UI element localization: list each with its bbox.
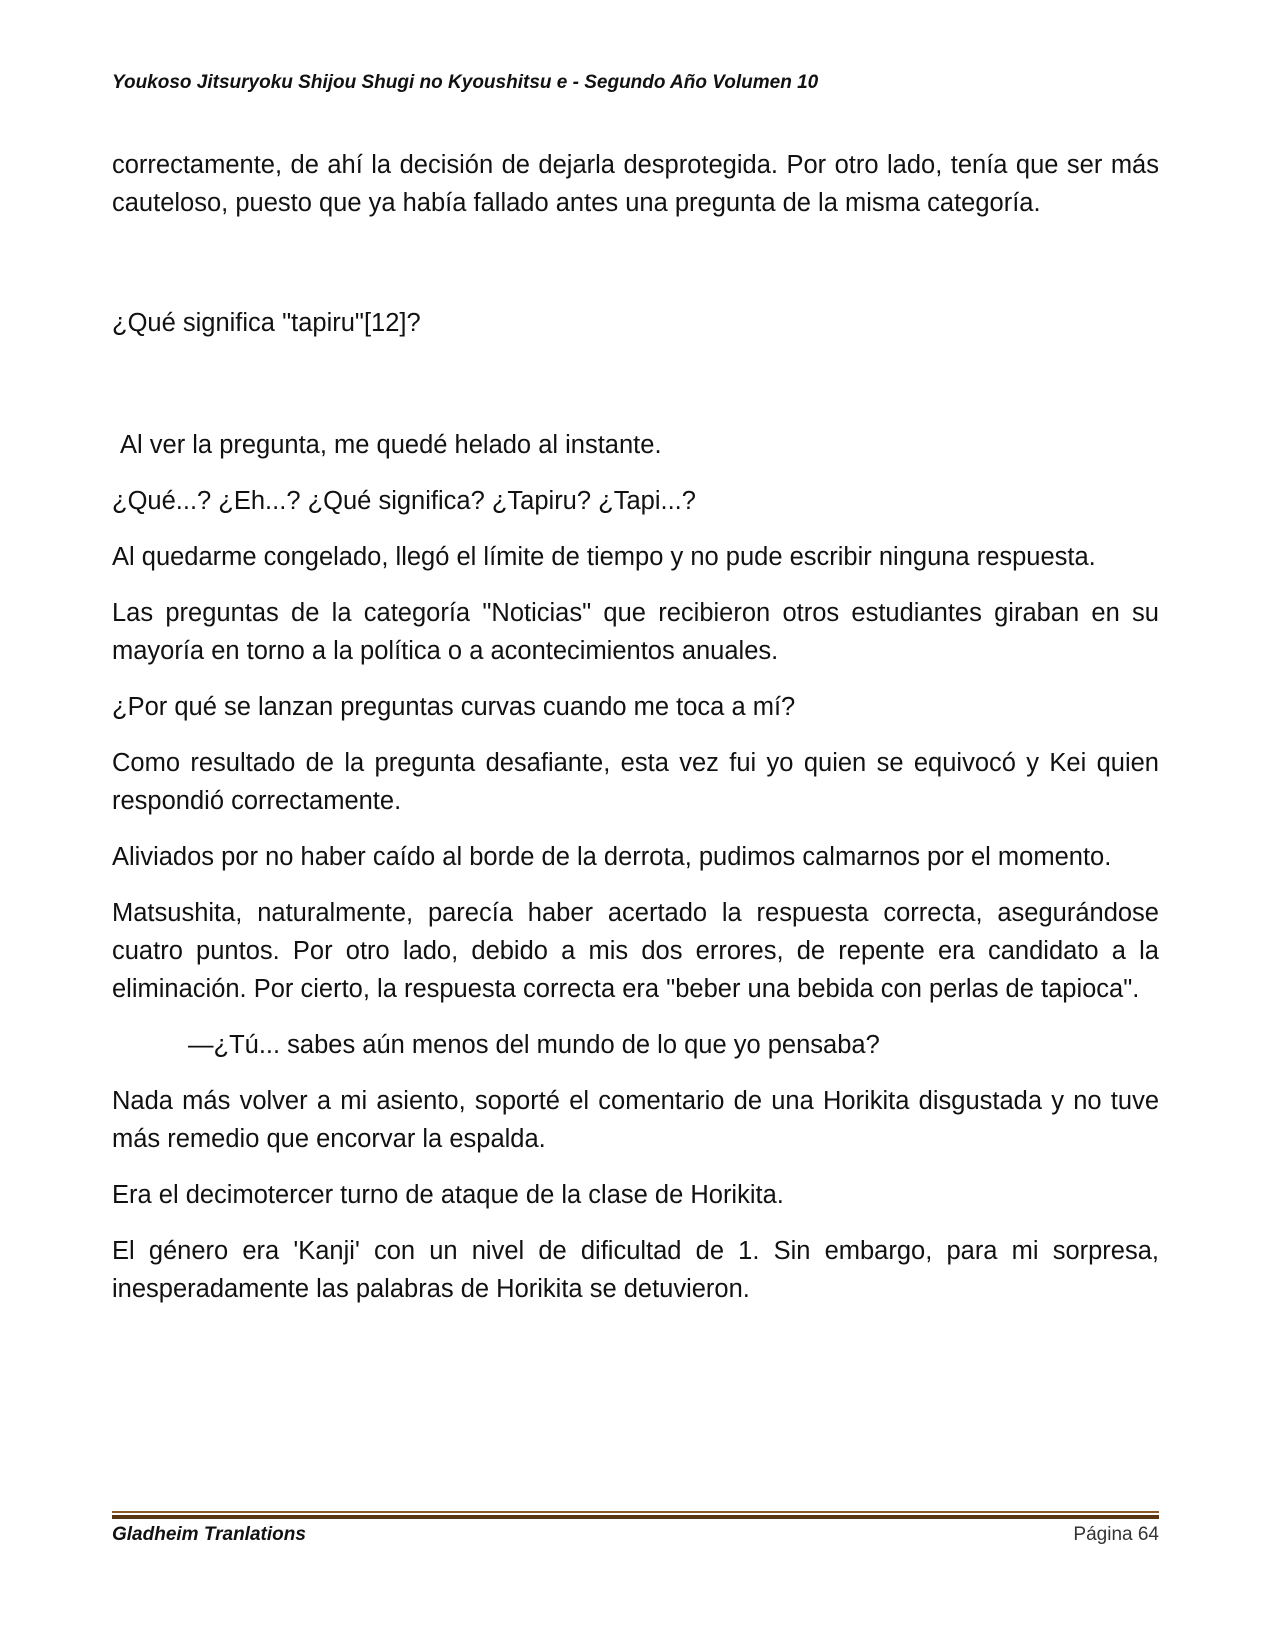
paragraph: Aliviados por no haber caído al borde de la derrota, pudimos calmarnos por el momento. <box>112 843 1112 871</box>
footer-divider <box>112 1511 1159 1519</box>
paragraph: Nada más volver a mi asiento, soporté el comentario de una Horikita disgustada y no tuve más remedio que encorvar la espalda. <box>112 1087 1159 1153</box>
question-line: ¿Qué significa "tapiru"[12]? <box>112 309 421 337</box>
paragraph: Al ver la pregunta, me quedé helado al instante. <box>120 431 662 459</box>
footer-credit: Gladheim Tranlations <box>112 1524 306 1545</box>
paragraph: Era el decimotercer turno de ataque de la clase de Horikita. <box>112 1181 784 1209</box>
dialogue-line: —¿Tú... sabes aún menos del mundo de lo que yo pensaba? <box>188 1031 880 1059</box>
paragraph: Al quedarme congelado, llegó el límite de tiempo y no pude escribir ninguna respuesta. <box>112 543 1096 571</box>
page-header-title: Youkoso Jitsuryoku Shijou Shugi no Kyoushitsu e - Segundo Año Volumen 10 <box>112 72 819 93</box>
paragraph: Las preguntas de la categoría "Noticias" que recibieron otros estudiantes giraban en su mayoría en torno a la política o a acontecimientos anuales. <box>112 599 1159 665</box>
page-body <box>112 146 1159 1326</box>
paragraph: Matsushita, naturalmente, parecía haber acertado la respuesta correcta, asegurándose cuatro puntos. Por otro lado, debido a mis dos errores, de repente era candidato a la eliminación. Por cierto, la respuesta correcta era "beber una bebida con perlas de tapioca". <box>112 899 1159 1003</box>
page-number: Página 64 <box>1073 1524 1159 1545</box>
paragraph: ¿Qué...? ¿Eh...? ¿Qué significa? ¿Tapiru? ¿Tapi...? <box>112 487 696 515</box>
paragraph: El género era 'Kanji' con un nivel de dificultad de 1. Sin embargo, para mi sorpresa, inesperadamente las palabras de Horikita se detuvieron. <box>112 1237 1159 1303</box>
paragraph: Como resultado de la pregunta desafiante, esta vez fui yo quien se equivocó y Kei quien respondió correctamente. <box>112 749 1159 815</box>
paragraph: ¿Por qué se lanzan preguntas curvas cuando me toca a mí? <box>112 693 796 721</box>
paragraph: correctamente, de ahí la decisión de dejarla desprotegida. Por otro lado, tenía que ser más cauteloso, puesto que ya había fallado antes una pregunta de la misma categoría. <box>112 151 1159 217</box>
